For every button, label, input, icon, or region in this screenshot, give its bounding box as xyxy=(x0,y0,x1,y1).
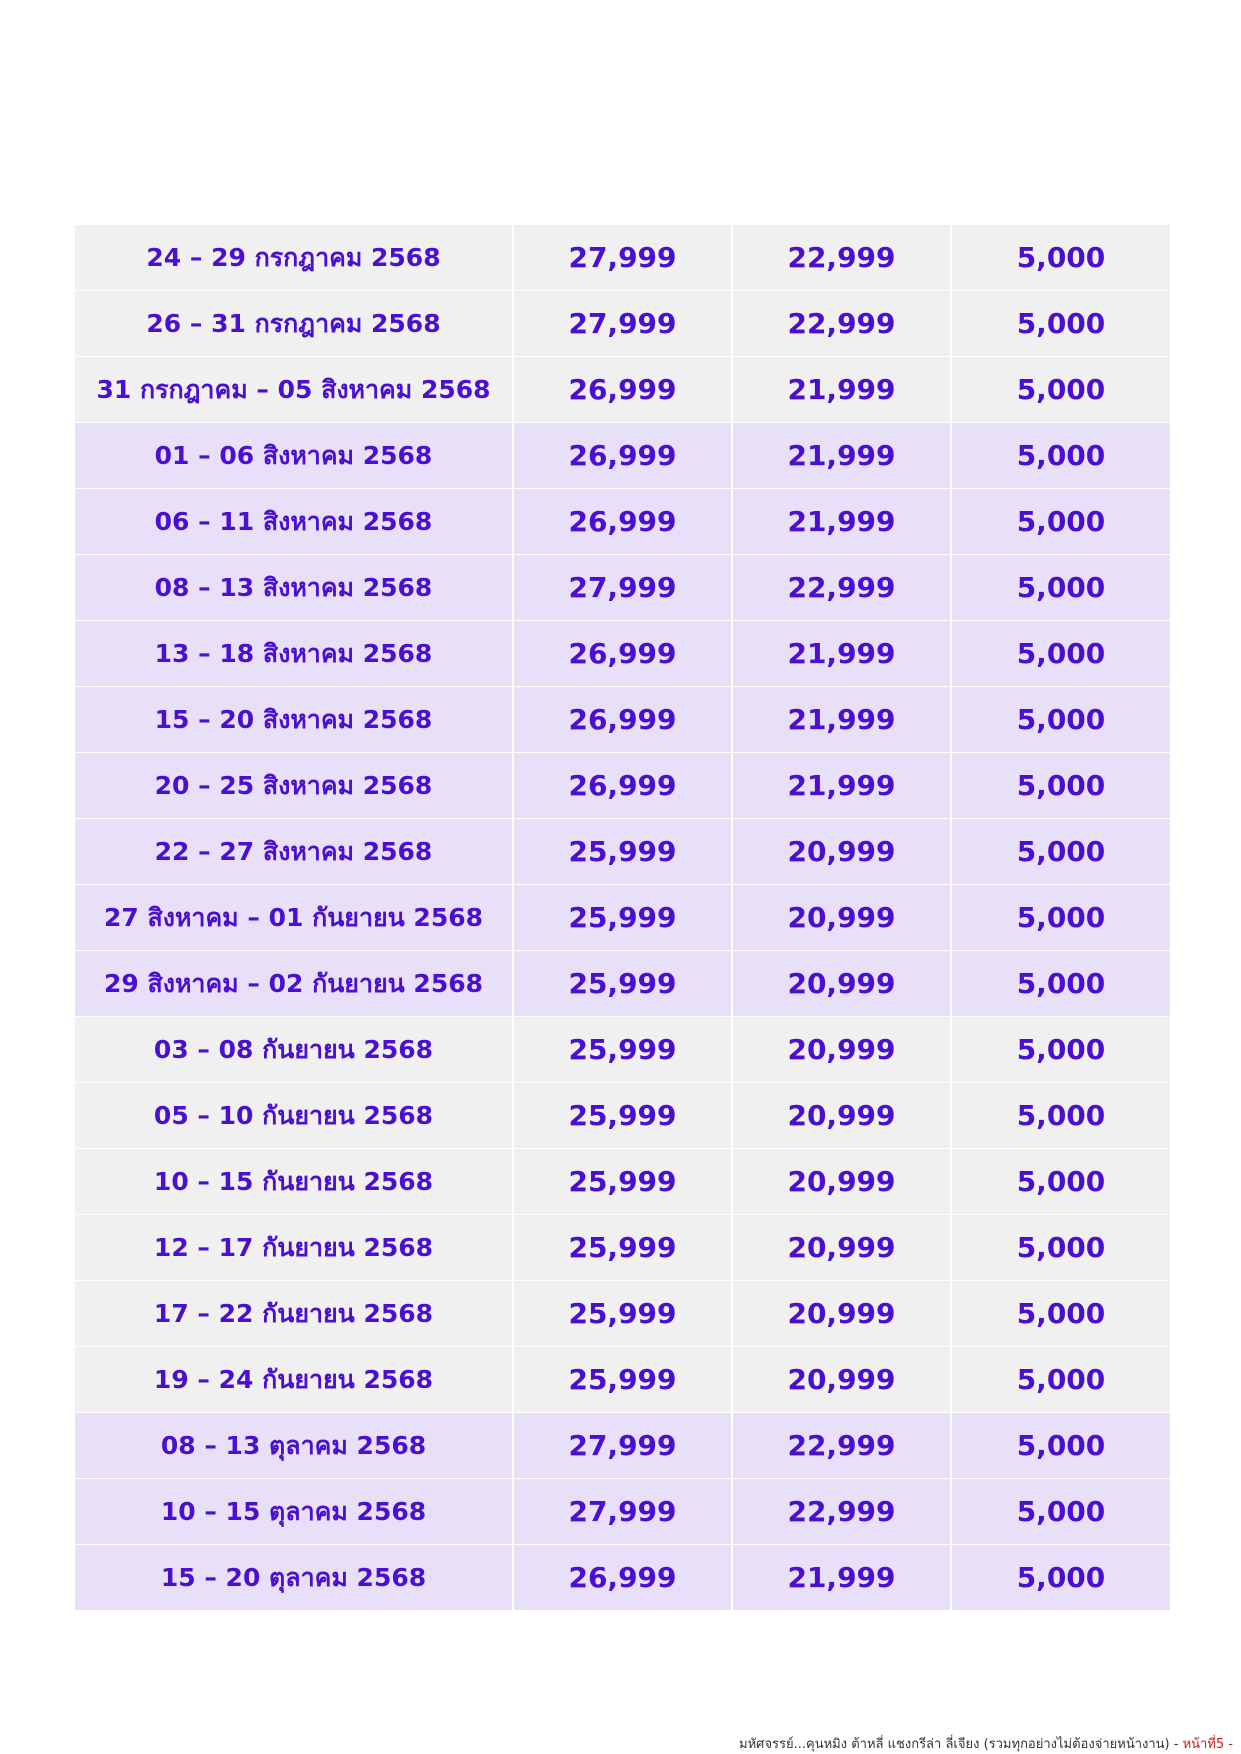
price-a-cell: 26,999 xyxy=(513,753,732,819)
table-row xyxy=(75,885,1170,951)
date-cell: 08 – 13 ตุลาคม 2568 xyxy=(75,1413,513,1479)
date-cell: 26 – 31 กรกฎาคม 2568 xyxy=(75,291,513,357)
price-c-cell: 5,000 xyxy=(951,555,1170,621)
date-cell: 12 – 17 กันยายน 2568 xyxy=(75,1215,513,1281)
price-c-cell: 5,000 xyxy=(951,753,1170,819)
table-row xyxy=(75,951,1170,1017)
date-cell: 10 – 15 ตุลาคม 2568 xyxy=(75,1479,513,1545)
date-cell: 01 – 06 สิงหาคม 2568 xyxy=(75,423,513,489)
price-b-cell: 22,999 xyxy=(732,555,951,621)
price-a-cell: 25,999 xyxy=(513,1215,732,1281)
price-b-cell: 20,999 xyxy=(732,1017,951,1083)
date-cell: 10 – 15 กันยายน 2568 xyxy=(75,1149,513,1215)
table-row xyxy=(75,357,1170,423)
table-row xyxy=(75,225,1170,291)
price-c-cell: 5,000 xyxy=(951,1413,1170,1479)
price-a-cell: 26,999 xyxy=(513,621,732,687)
price-c-cell: 5,000 xyxy=(951,225,1170,291)
price-a-cell: 25,999 xyxy=(513,819,732,885)
price-c-cell: 5,000 xyxy=(951,291,1170,357)
table-row xyxy=(75,1413,1170,1479)
price-b-cell: 20,999 xyxy=(732,1149,951,1215)
price-c-cell: 5,000 xyxy=(951,951,1170,1017)
price-c-cell: 5,000 xyxy=(951,1545,1170,1611)
date-cell: 15 – 20 สิงหาคม 2568 xyxy=(75,687,513,753)
table-row xyxy=(75,423,1170,489)
date-cell: 06 – 11 สิงหาคม 2568 xyxy=(75,489,513,555)
price-c-cell: 5,000 xyxy=(951,1347,1170,1413)
page-footer xyxy=(739,1733,1233,1754)
table-row xyxy=(75,555,1170,621)
price-a-cell: 25,999 xyxy=(513,1083,732,1149)
price-c-cell: 5,000 xyxy=(951,621,1170,687)
price-b-cell: 21,999 xyxy=(732,753,951,819)
price-a-cell: 25,999 xyxy=(513,951,732,1017)
price-c-cell: 5,000 xyxy=(951,423,1170,489)
price-a-cell: 25,999 xyxy=(513,1149,732,1215)
date-cell: 05 – 10 กันยายน 2568 xyxy=(75,1083,513,1149)
date-cell: 03 – 08 กันยายน 2568 xyxy=(75,1017,513,1083)
price-c-cell: 5,000 xyxy=(951,687,1170,753)
date-cell: 31 กรกฎาคม – 05 สิงหาคม 2568 xyxy=(75,357,513,423)
price-table xyxy=(75,225,1170,1611)
price-a-cell: 27,999 xyxy=(513,1413,732,1479)
price-a-cell: 27,999 xyxy=(513,291,732,357)
table-row xyxy=(75,1545,1170,1611)
price-c-cell: 5,000 xyxy=(951,489,1170,555)
price-b-cell: 22,999 xyxy=(732,291,951,357)
table-row xyxy=(75,291,1170,357)
date-cell: 22 – 27 สิงหาคม 2568 xyxy=(75,819,513,885)
date-cell: 20 – 25 สิงหาคม 2568 xyxy=(75,753,513,819)
price-a-cell: 27,999 xyxy=(513,1479,732,1545)
price-c-cell: 5,000 xyxy=(951,1017,1170,1083)
price-a-cell: 25,999 xyxy=(513,885,732,951)
price-b-cell: 21,999 xyxy=(732,1545,951,1611)
date-cell: 17 – 22 กันยายน 2568 xyxy=(75,1281,513,1347)
price-a-cell: 25,999 xyxy=(513,1281,732,1347)
table-row xyxy=(75,819,1170,885)
table-row xyxy=(75,1017,1170,1083)
price-b-cell: 20,999 xyxy=(732,1083,951,1149)
page-number: หน้าที่5 - xyxy=(1182,1737,1233,1752)
price-c-cell: 5,000 xyxy=(951,885,1170,951)
date-cell: 15 – 20 ตุลาคม 2568 xyxy=(75,1545,513,1611)
date-cell: 19 – 24 กันยายน 2568 xyxy=(75,1347,513,1413)
price-b-cell: 21,999 xyxy=(732,489,951,555)
price-a-cell: 27,999 xyxy=(513,555,732,621)
price-a-cell: 27,999 xyxy=(513,225,732,291)
table-row xyxy=(75,687,1170,753)
date-cell: 13 – 18 สิงหาคม 2568 xyxy=(75,621,513,687)
price-b-cell: 22,999 xyxy=(732,1479,951,1545)
price-b-cell: 20,999 xyxy=(732,885,951,951)
table-row xyxy=(75,753,1170,819)
price-a-cell: 26,999 xyxy=(513,489,732,555)
price-b-cell: 20,999 xyxy=(732,1281,951,1347)
price-a-cell: 26,999 xyxy=(513,423,732,489)
price-a-cell: 26,999 xyxy=(513,1545,732,1611)
price-b-cell: 21,999 xyxy=(732,621,951,687)
price-c-cell: 5,000 xyxy=(951,1149,1170,1215)
price-c-cell: 5,000 xyxy=(951,1083,1170,1149)
price-a-cell: 25,999 xyxy=(513,1017,732,1083)
table-row xyxy=(75,1479,1170,1545)
price-b-cell: 22,999 xyxy=(732,225,951,291)
price-b-cell: 21,999 xyxy=(732,357,951,423)
table-row xyxy=(75,1215,1170,1281)
table-row xyxy=(75,489,1170,555)
price-table-body xyxy=(75,225,1170,1611)
price-a-cell: 26,999 xyxy=(513,687,732,753)
price-a-cell: 25,999 xyxy=(513,1347,732,1413)
price-c-cell: 5,000 xyxy=(951,1479,1170,1545)
price-c-cell: 5,000 xyxy=(951,357,1170,423)
price-b-cell: 20,999 xyxy=(732,819,951,885)
date-cell: 24 – 29 กรกฎาคม 2568 xyxy=(75,225,513,291)
table-row xyxy=(75,1083,1170,1149)
date-cell: 08 – 13 สิงหาคม 2568 xyxy=(75,555,513,621)
price-b-cell: 21,999 xyxy=(732,423,951,489)
footer-title: มหัศจรรย์...คุนหมิง ต้าหลี่ แชงกรีล่า ลี่เจียง (รวมทุกอย่างไม่ต้องจ่ายหน้างาน) - xyxy=(739,1737,1183,1752)
price-b-cell: 20,999 xyxy=(732,1215,951,1281)
price-a-cell: 26,999 xyxy=(513,357,732,423)
price-b-cell: 20,999 xyxy=(732,951,951,1017)
table-row xyxy=(75,1281,1170,1347)
price-b-cell: 21,999 xyxy=(732,687,951,753)
date-cell: 29 สิงหาคม – 02 กันยายน 2568 xyxy=(75,951,513,1017)
price-b-cell: 20,999 xyxy=(732,1347,951,1413)
table-row xyxy=(75,1149,1170,1215)
price-b-cell: 22,999 xyxy=(732,1413,951,1479)
price-c-cell: 5,000 xyxy=(951,1215,1170,1281)
price-c-cell: 5,000 xyxy=(951,1281,1170,1347)
table-row xyxy=(75,1347,1170,1413)
table-row xyxy=(75,621,1170,687)
price-c-cell: 5,000 xyxy=(951,819,1170,885)
date-cell: 27 สิงหาคม – 01 กันยายน 2568 xyxy=(75,885,513,951)
